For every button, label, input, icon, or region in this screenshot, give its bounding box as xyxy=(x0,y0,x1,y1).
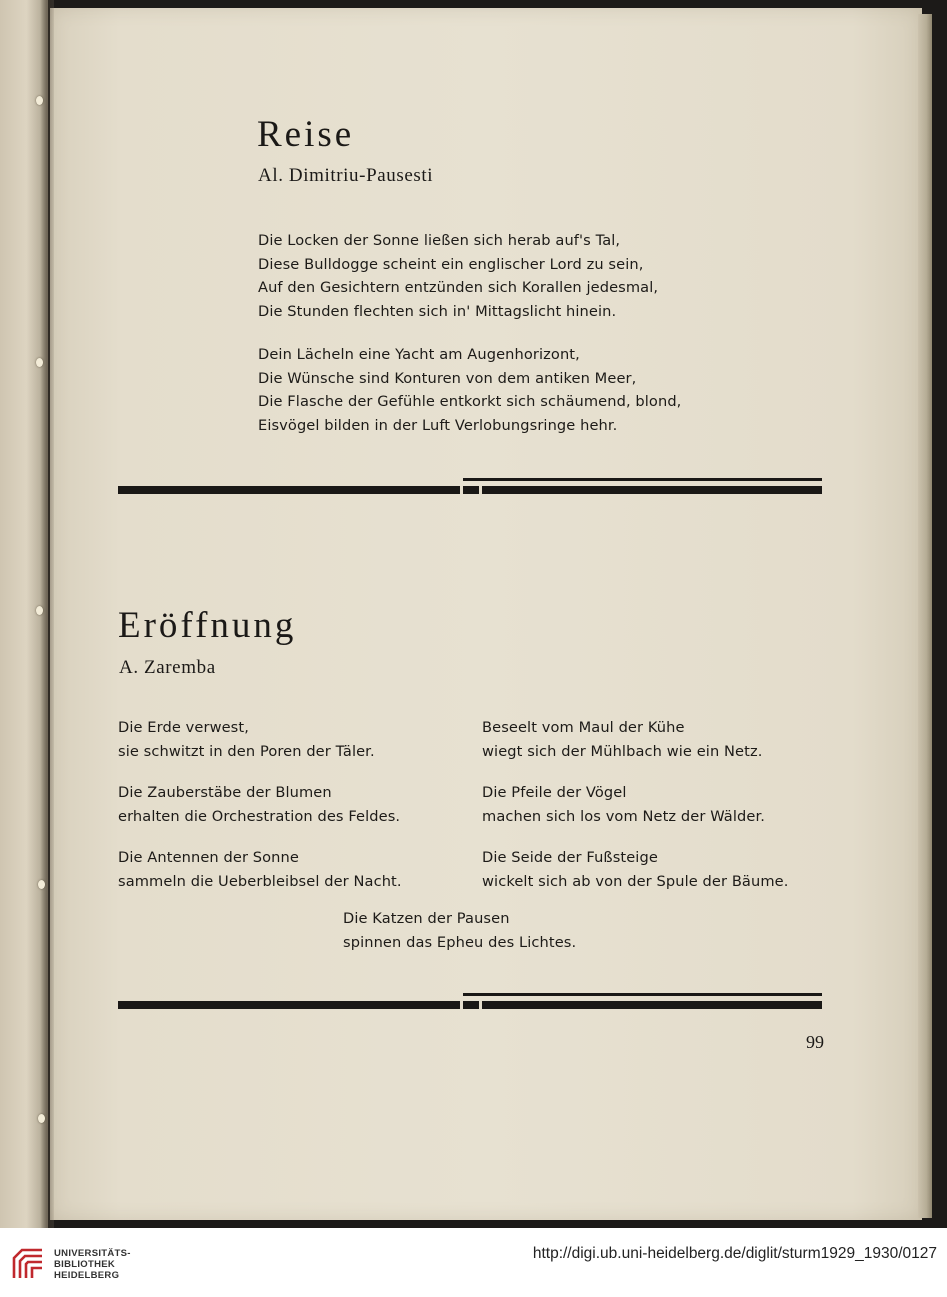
poem-closing-stanza xyxy=(343,907,576,954)
library-logo-text xyxy=(54,1248,131,1281)
page-stack-edge xyxy=(918,14,932,1218)
binding-stitch xyxy=(38,880,45,889)
binding-stitch xyxy=(36,358,43,367)
verse-line: Die Antennen der Sonne xyxy=(118,849,299,866)
verse-line: spinnen das Epheu des Lichtes. xyxy=(343,933,577,951)
verse-line: Die Seide der Fußsteige xyxy=(482,849,658,866)
poem-stanza-left xyxy=(118,716,375,763)
poem-author-reise: Al. Dimitriu-Pausesti xyxy=(258,165,434,186)
permalink-url[interactable]: http://digi.ub.uni-heidelberg.de/diglit/sturm1929_1930/0127 xyxy=(532,1245,937,1262)
verse-line: Diese Bulldogge scheint ein englischer Lord zu sein, xyxy=(258,255,644,273)
poem-stanza-right xyxy=(482,781,765,828)
poem-stanza-left xyxy=(118,846,402,893)
viewer-footer xyxy=(0,1228,947,1297)
poem-stanza-right xyxy=(482,846,788,893)
verse-line: Die Zauberstäbe der Blumen xyxy=(118,784,332,801)
section-divider xyxy=(118,993,822,1013)
verse-line: Eisvögel bilden in der Luft Verlobungsringe hehr. xyxy=(258,416,618,434)
verse-line: Die Wünsche sind Konturen von dem antiken Meer, xyxy=(258,369,637,387)
verse-line: Die Stunden flechten sich in' Mittagslicht hinein. xyxy=(258,302,617,320)
logo-line: BIBLIOTHEK xyxy=(54,1259,116,1270)
poem-author-eroeffnung: A. Zaremba xyxy=(119,657,216,678)
book-spine xyxy=(40,0,54,1228)
page-number: 99 xyxy=(806,1032,824,1052)
poem-title-reise: Reise xyxy=(257,114,355,155)
verse-line: Die Flasche der Gefühle entkorkt sich schäumend, blond, xyxy=(258,393,682,410)
section-divider xyxy=(118,478,822,498)
verse-line: Die Pfeile der Vögel xyxy=(482,784,627,801)
verse-line: Die Erde verwest, xyxy=(118,719,249,736)
poem-stanza xyxy=(258,343,681,437)
verse-line: sammeln die Ueberbleibsel der Nacht. xyxy=(118,872,402,890)
binding-stitch xyxy=(36,606,43,615)
poem-title-eroeffnung: Eröffnung xyxy=(118,605,297,646)
verse-line: Die Locken der Sonne ließen sich herab auf's Tal, xyxy=(258,232,621,249)
poem-stanza-left xyxy=(118,781,400,828)
binding-stitch xyxy=(38,1114,45,1123)
verse-line: sie schwitzt in den Poren der Täler. xyxy=(118,742,375,760)
verse-line: Auf den Gesichtern entzünden sich Korallen jedesmal, xyxy=(258,279,659,296)
verse-line: Die Katzen der Pausen xyxy=(343,910,510,927)
verse-line: machen sich los vom Netz der Wälder. xyxy=(482,807,765,825)
binding-stitch xyxy=(36,96,43,105)
verse-line: Beseelt vom Maul der Kühe xyxy=(482,719,685,736)
verse-line: wickelt sich ab von der Spule der Bäume. xyxy=(482,872,789,890)
logo-line: UNIVERSITÄTS- xyxy=(54,1248,131,1259)
verse-line: Dein Lächeln eine Yacht am Augenhorizont, xyxy=(258,346,580,363)
poem-stanza xyxy=(258,229,658,323)
verse-line: erhalten die Orchestration des Feldes. xyxy=(118,807,401,825)
verse-line: wiegt sich der Mühlbach wie ein Netz. xyxy=(482,742,763,760)
poem-stanza-right xyxy=(482,716,762,763)
logo-line: HEIDELBERG xyxy=(54,1270,120,1281)
library-logo-icon xyxy=(11,1247,45,1281)
